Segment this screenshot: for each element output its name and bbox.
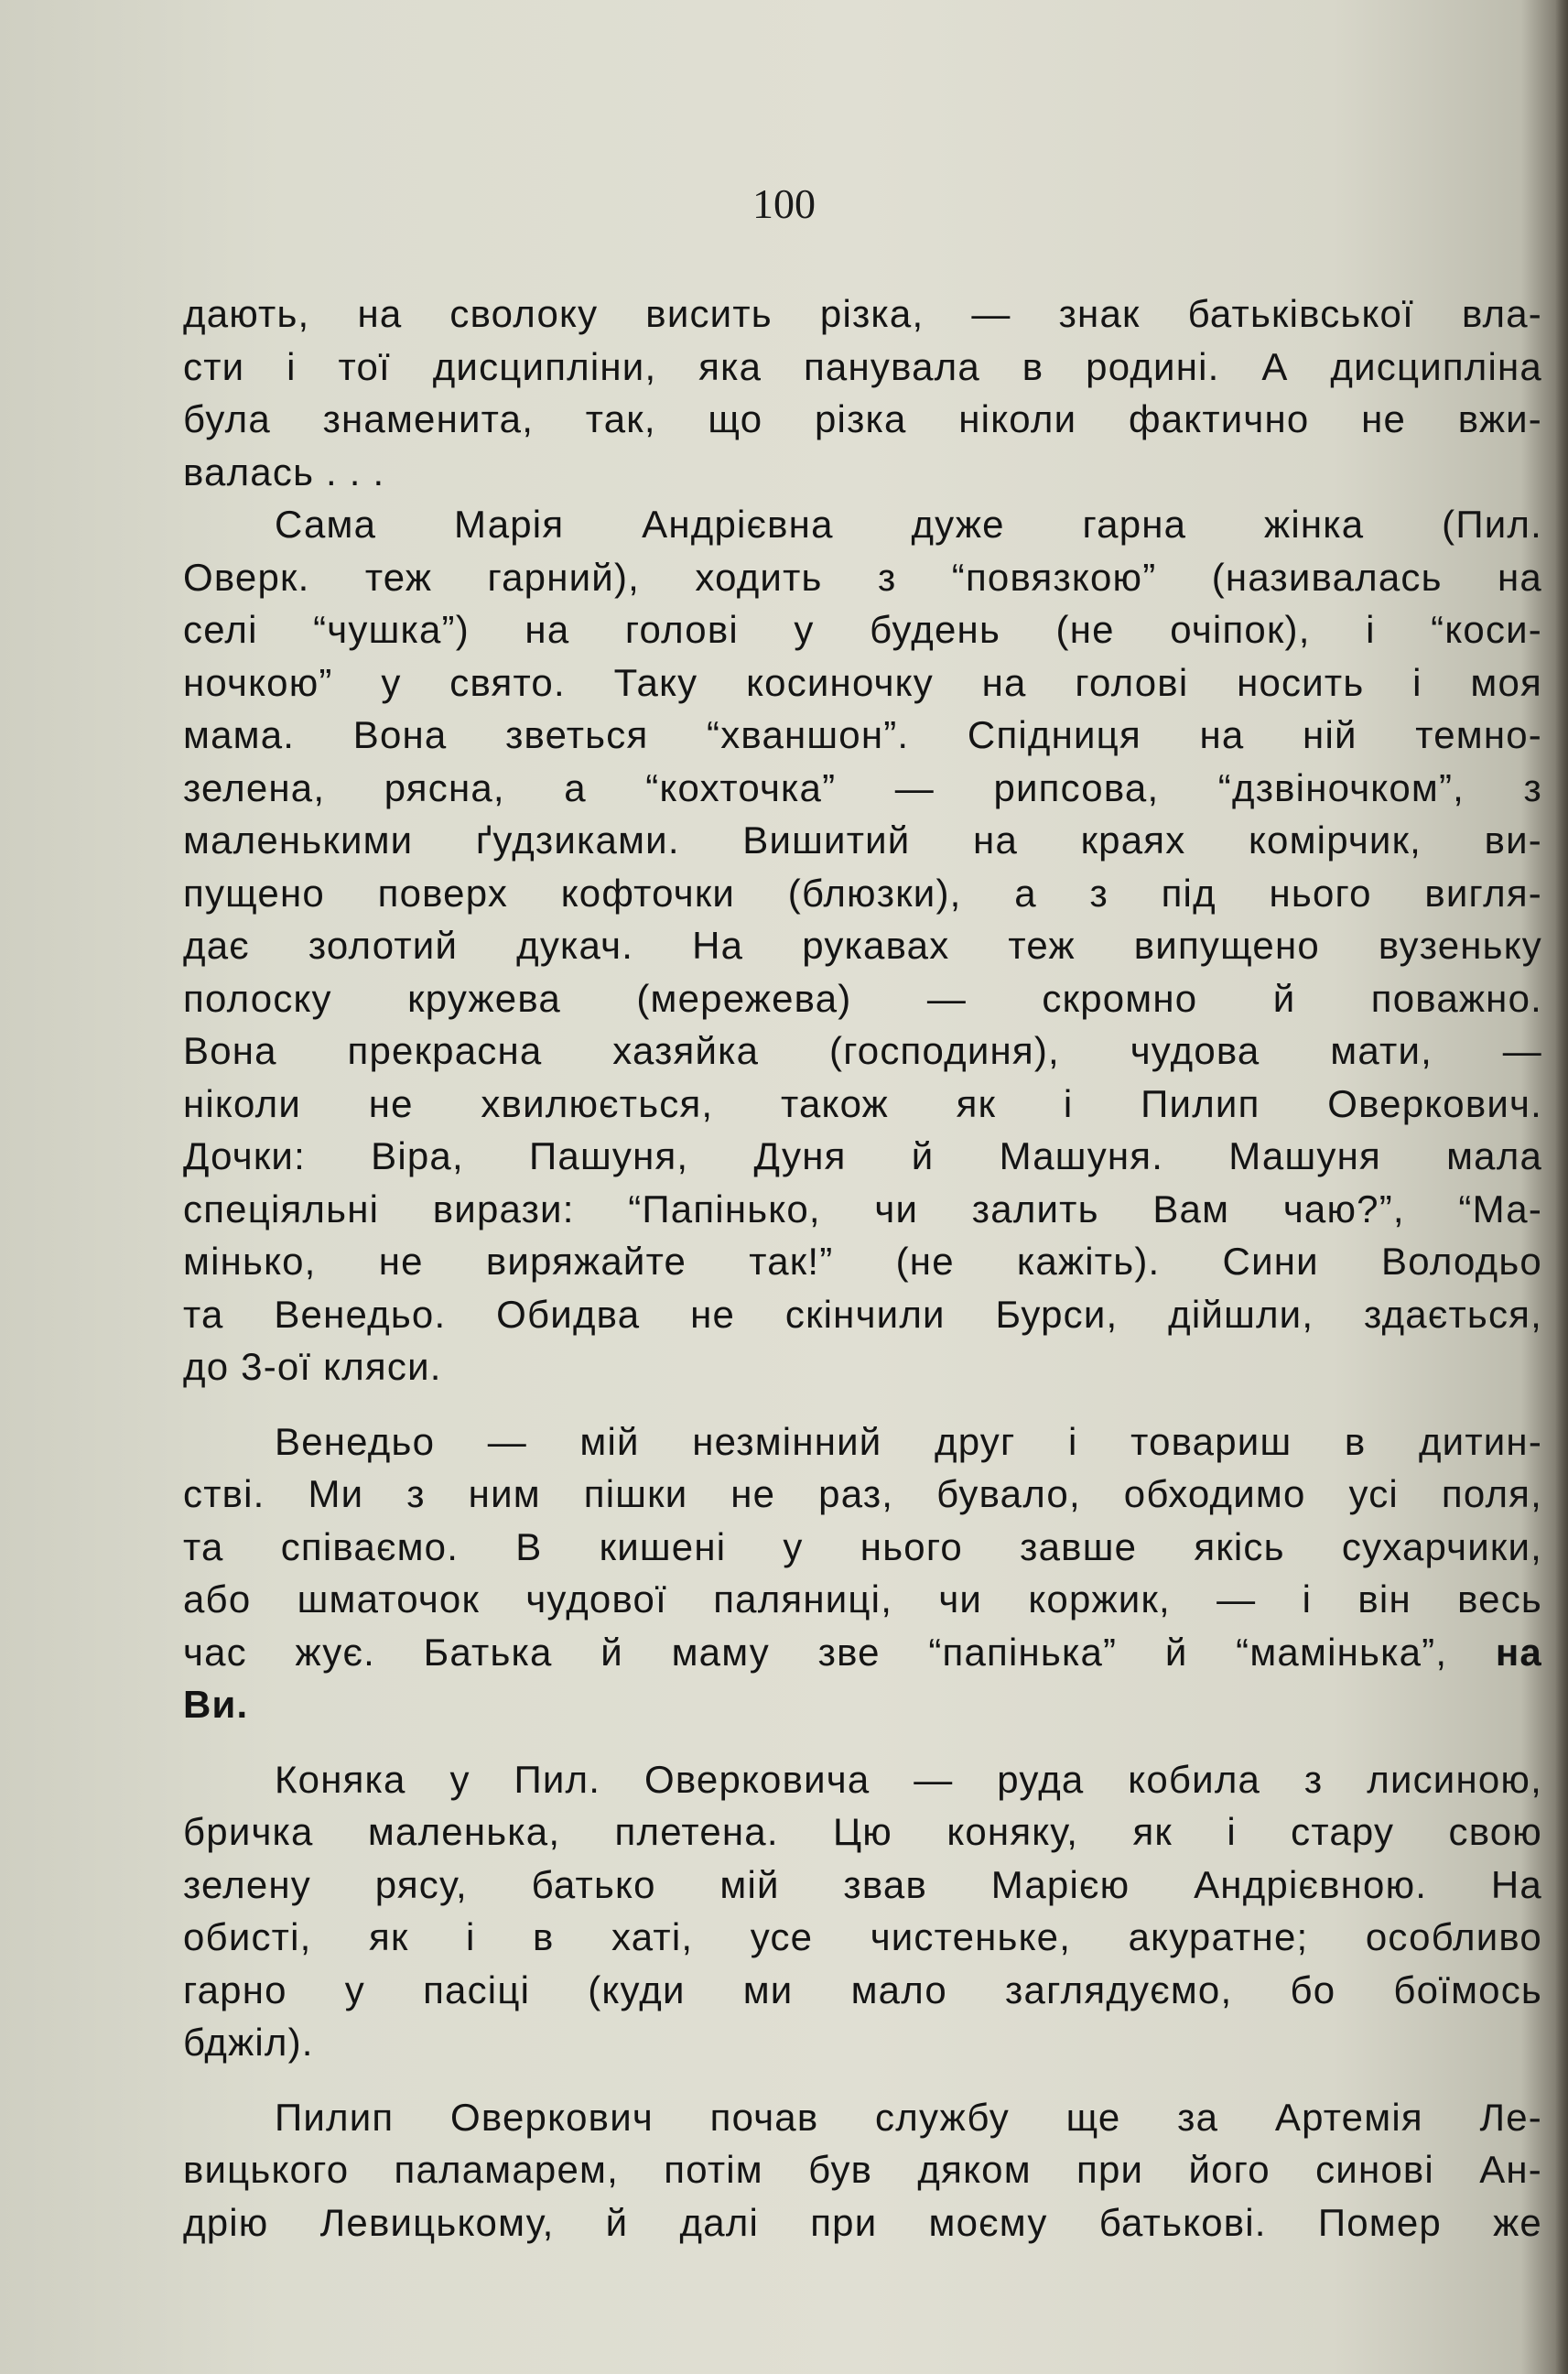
- text-line: дають, на сволоку висить різка, — знак батьківської вла-: [183, 292, 1542, 335]
- text-line: Вона прекрасна хазяйка (господиня), чудова мати, —: [183, 1029, 1542, 1072]
- text-line: пущено поверх кофточки (блюзки), а з під нього вигля-: [183, 871, 1542, 915]
- text-line: спеціяльні вирази: “Папінько, чи залить Вам чаю?”, “Ма-: [183, 1187, 1542, 1230]
- text-line: мама. Вона зветься “хваншон”. Спідниця на ній темно-: [183, 713, 1542, 756]
- text-line: Оверк. теж гарний), ходить з “повязкою” (називалась на: [183, 555, 1542, 599]
- text-line: сти і тої дисципліни, яка панувала в родині. А дисципліна: [183, 344, 1542, 388]
- page-number: 100: [752, 180, 816, 227]
- text-line: стві. Ми з ним пішки не раз, бувало, обходимо усі поля,: [183, 1472, 1542, 1515]
- text-line: Венедьо — мій незмінний друг і товариш в дитин-: [275, 1419, 1542, 1463]
- text-line: ночкою” у свято. Таку косиночку на голові носить і моя: [183, 660, 1542, 704]
- text-line: гарно у пасіці (куди ми мало заглядуємо, бо боїмось: [183, 1967, 1542, 2011]
- paragraph-1: [183, 287, 1542, 498]
- text-line: зелена, рясна, а “кохточка” — рипсова, “дзвіночком”, з: [183, 765, 1542, 809]
- text-line: валась . . .: [183, 450, 385, 493]
- text-line: Коняка у Пил. Оверковича — руда кобила з лисиною,: [275, 1757, 1542, 1801]
- text-line: бричка маленька, плетена. Цю коняку, як і стару свою: [183, 1810, 1542, 1853]
- text-line: Дочки: Віра, Пашуня, Дуня й Машуня. Машуня мала: [183, 1134, 1542, 1177]
- paragraph-2: [183, 498, 1542, 1393]
- text-line: була знаменита, так, що різка ніколи фактично не вжи-: [183, 397, 1542, 440]
- text-line: до 3-ої кляси.: [183, 1345, 442, 1388]
- text-line: зелену рясу, батько мій звав Марією Андрієвною. На: [183, 1862, 1542, 1906]
- text-line: та Венедьо. Обидва не скінчили Бурси, дійшли, здається,: [183, 1292, 1542, 1336]
- text-line: час жує. Батька й маму зве “папінька” й “мамінька”, на: [183, 1630, 1542, 1674]
- paragraph-4: [183, 1753, 1542, 2069]
- text-line: маленькими ґудзиками. Вишитий на краях комірчик, ви-: [183, 818, 1542, 862]
- paragraph-5: [183, 2091, 1542, 2249]
- text-line: бджіл).: [183, 2021, 314, 2064]
- text-line: вицького паламарем, потім був дяком при його синові Ан-: [183, 2148, 1542, 2191]
- text-line: дрію Левицькому, й далі при моєму батькові. Помер же: [183, 2200, 1542, 2244]
- text-line: селі “чушка”) на голові у будень (не очіпок), і “коси-: [183, 608, 1542, 651]
- text-line: мінько, не виряжайте так!” (не кажіть). Сини Володьо: [183, 1240, 1542, 1283]
- paragraph-3: [183, 1415, 1542, 1731]
- text-line: ніколи не хвилюється, також як і Пилип Оверкович.: [183, 1081, 1542, 1125]
- bold-word: на: [1495, 1630, 1542, 1674]
- text-line: або шматочок чудової паляниці, чи коржик, — і він весь: [183, 1577, 1542, 1621]
- text-line-bold: Ви.: [183, 1683, 249, 1726]
- text-line: Сама Марія Андрієвна дуже гарна жінка (Пил.: [275, 503, 1542, 546]
- text-line: та співаємо. В кишені у нього завше якісь сухарчики,: [183, 1524, 1542, 1568]
- text-line: полоску кружева (мережева) — скромно й поважно.: [183, 976, 1542, 1020]
- text-line: дає золотий дукач. На рукавах теж випущено вузеньку: [183, 924, 1542, 967]
- page-text: [183, 287, 1542, 2249]
- text-line: обисті, як і в хаті, усе чистеньке, акуратне; особливо: [183, 1915, 1542, 1958]
- text-line: Пилип Оверкович почав службу ще за Артемія Ле-: [275, 2095, 1542, 2139]
- page-edge-shadow: [1555, 0, 1568, 2374]
